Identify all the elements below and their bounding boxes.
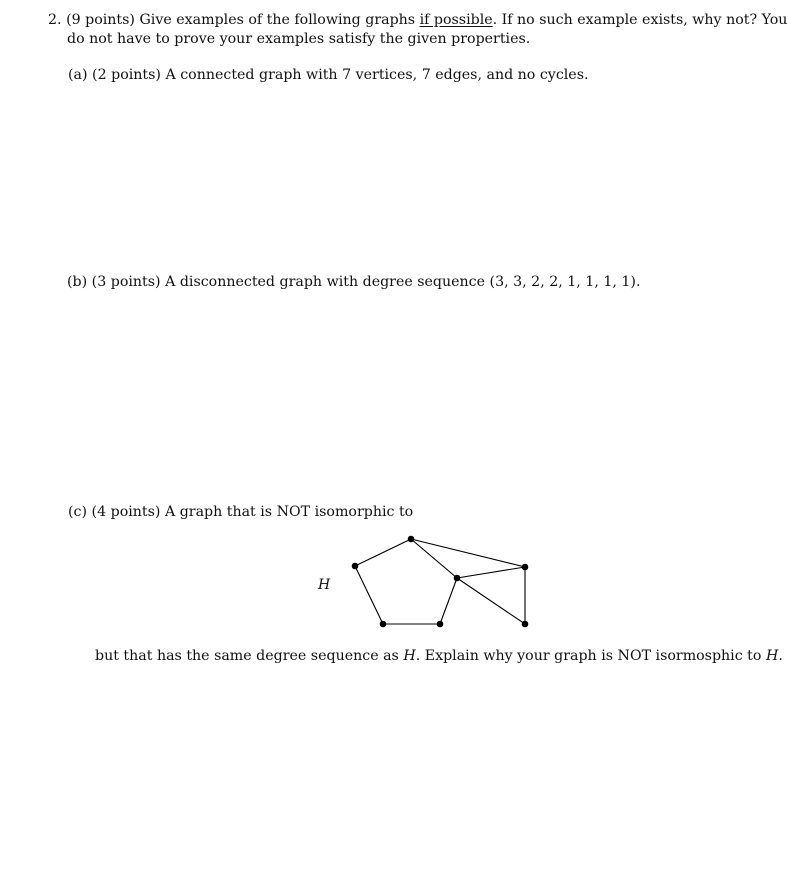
problem-statement bbox=[48, 11, 787, 29]
part-c-followup-text-3: . bbox=[778, 648, 783, 664]
graph-vertex bbox=[352, 563, 359, 570]
part-c-followup-text-1: but that has the same degree sequence as bbox=[95, 648, 404, 664]
part-b-points: (3 points) bbox=[91, 274, 161, 290]
part-c-followup bbox=[95, 647, 783, 665]
graph-vertex bbox=[380, 621, 387, 628]
graph-h-diagram bbox=[300, 528, 540, 638]
graph-vertex bbox=[522, 621, 529, 628]
part-b bbox=[67, 273, 640, 291]
graph-vertex bbox=[454, 575, 461, 582]
graph-h-label: H bbox=[318, 577, 331, 593]
graph-vertex bbox=[408, 536, 415, 543]
problem-points: (9 points) bbox=[66, 12, 135, 28]
part-b-text: A disconnected graph with degree sequence (3, 3, 2, 2, 1, 1, 1, 1). bbox=[165, 274, 641, 290]
part-a-points: (2 points) bbox=[92, 67, 161, 83]
part-c-points: (4 points) bbox=[91, 504, 161, 520]
part-c-label: (c) bbox=[68, 504, 88, 520]
graph-edge bbox=[457, 578, 525, 624]
part-c-followup-var-1: H bbox=[403, 648, 416, 664]
problem-number: 2. bbox=[48, 12, 62, 28]
part-a-label: (a) bbox=[68, 67, 88, 83]
graph-edge bbox=[457, 567, 525, 578]
part-a bbox=[68, 66, 589, 84]
part-c-followup-var-2: H bbox=[765, 648, 779, 664]
part-a-text: A connected graph with 7 vertices, 7 edges, and no cycles. bbox=[165, 67, 589, 83]
graph-edge bbox=[355, 539, 411, 566]
problem-underlined-text: if possible bbox=[419, 12, 493, 28]
part-c bbox=[68, 503, 413, 521]
part-c-text: A graph that is NOT isomorphic to bbox=[164, 504, 414, 520]
graph-edge bbox=[355, 566, 383, 624]
graph-vertex bbox=[437, 621, 444, 628]
problem-text-1: Give examples of the following graphs bbox=[139, 12, 416, 28]
graph-edge bbox=[440, 578, 457, 624]
part-c-followup-text-2: . Explain why your graph is NOT isormosphic to bbox=[415, 648, 766, 664]
graph-vertex bbox=[522, 564, 529, 571]
part-b-label: (b) bbox=[67, 274, 88, 290]
problem-text-2: . If no such example exists, why not? You bbox=[492, 12, 787, 28]
problem-statement-line2: do not have to prove your examples satisfy the given properties. bbox=[67, 31, 531, 47]
